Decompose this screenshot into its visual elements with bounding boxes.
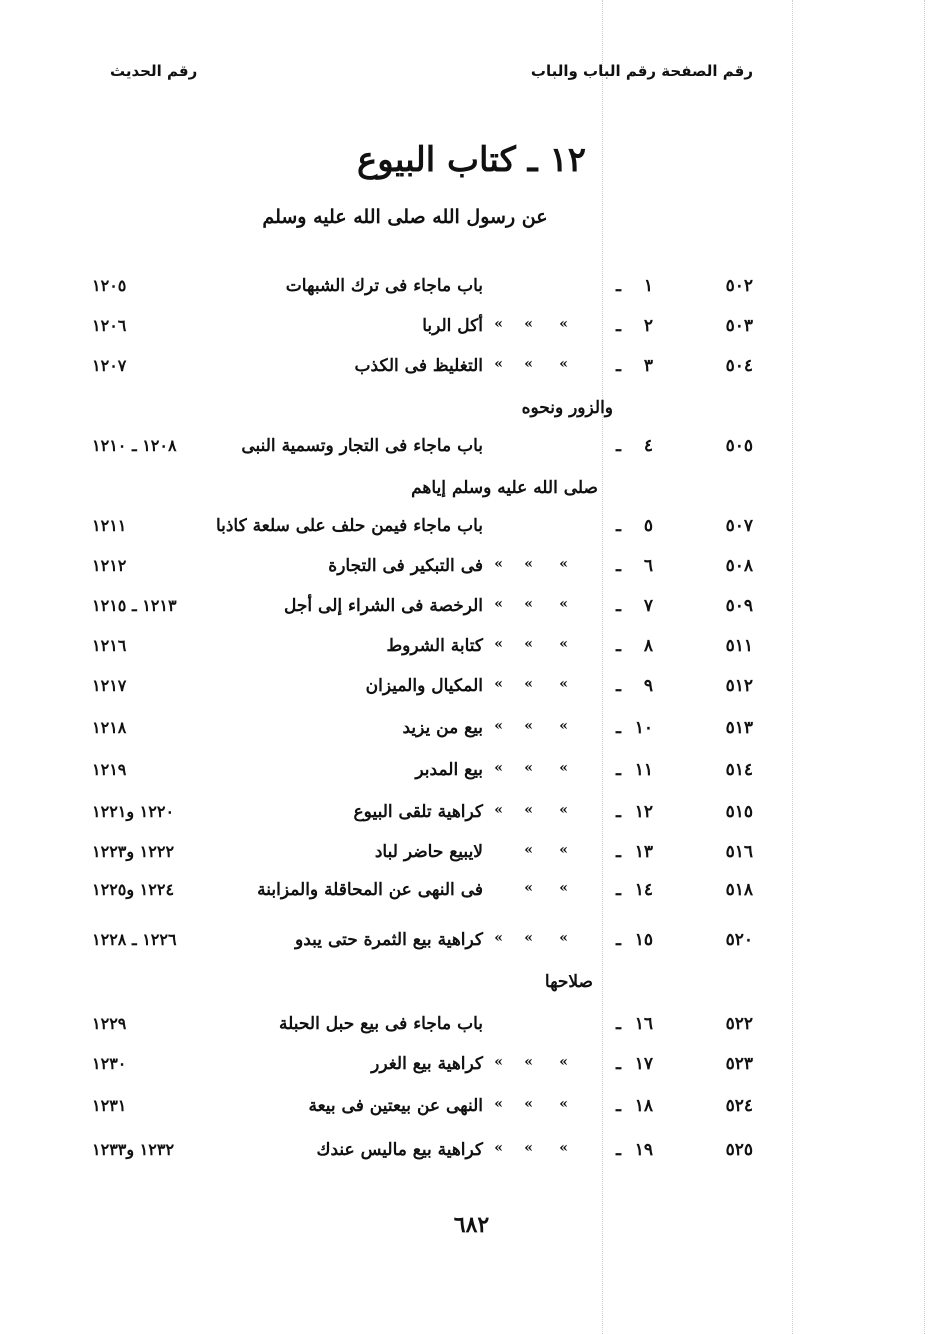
bab-number: ١٢ [634, 802, 653, 822]
ditto-mark: » [559, 842, 568, 858]
ditto-mark: » [524, 802, 533, 818]
bab-number: ٢ [643, 316, 653, 336]
bab-number: ١٣ [634, 842, 653, 862]
hadith-numbers: ١٢٠٧ [92, 356, 127, 375]
hadith-numbers: ١٢١٨ [92, 718, 127, 737]
page-ref: ٥٢٣ [725, 1054, 753, 1074]
table-row [0, 842, 943, 876]
bab-title: بيع من يزيد [402, 718, 483, 738]
dash: ـ [616, 1054, 621, 1074]
bab-number: ٧ [643, 596, 653, 616]
table-row [0, 1140, 943, 1174]
hadith-numbers: ١٢٢٠ و١٢٢١ [92, 802, 175, 821]
bab-title: لايبيع حاضر لباد [374, 842, 483, 862]
ditto-mark: » [524, 1096, 533, 1112]
page-ref: ٥١٤ [725, 760, 753, 780]
bab-number: ٩ [643, 676, 653, 696]
page-ref: ٥١١ [725, 636, 753, 656]
ditto-mark: » [524, 316, 533, 332]
table-row [0, 1014, 943, 1048]
bab-number: ٦ [643, 556, 653, 576]
page-number: ٦٨٢ [453, 1212, 490, 1238]
table-row [0, 760, 943, 794]
ditto-mark: » [494, 930, 503, 946]
ditto-mark: » [494, 802, 503, 818]
table-row [0, 930, 943, 964]
dash: ـ [616, 276, 621, 296]
ditto-mark: » [559, 316, 568, 332]
page-ref: ٥٠٤ [725, 356, 753, 376]
ditto-mark: » [559, 556, 568, 572]
ditto-mark: » [494, 1054, 503, 1070]
ditto-mark: » [524, 556, 533, 572]
dash: ـ [616, 596, 621, 616]
ditto-mark: » [559, 356, 568, 372]
ditto-mark: » [559, 1140, 568, 1156]
bab-title: فى التبكير فى التجارة [328, 556, 483, 576]
page-ref: ٥٢٤ [725, 1096, 753, 1116]
dash: ـ [616, 516, 621, 536]
dash: ـ [616, 930, 621, 950]
bab-title: كراهية بيع الغرر [371, 1054, 483, 1074]
bab-title: كتابة الشروط [386, 636, 483, 656]
page-ref: ٥١٥ [725, 802, 753, 822]
hadith-numbers: ١٢٢٢ و١٢٢٣ [92, 842, 175, 861]
hadith-numbers: ١٢١٧ [92, 676, 127, 695]
ditto-mark: » [494, 1096, 503, 1112]
bab-title: باب ماجاء فى التجار وتسمية النبى [241, 436, 483, 456]
ditto-mark: » [559, 718, 568, 734]
bab-number: ١٤ [634, 880, 653, 900]
page-ref: ٥١٢ [725, 676, 753, 696]
dash: ـ [616, 436, 621, 456]
ditto-mark: » [524, 760, 533, 776]
ditto-mark: » [494, 760, 503, 776]
ditto-mark: » [494, 1140, 503, 1156]
page-ref: ٥٢٠ [725, 930, 753, 950]
hadith-numbers: ١٢٠٥ [92, 276, 127, 295]
hadith-numbers: ١٢٢٦ ـ ١٢٢٨ [92, 930, 177, 949]
header-right: رقم الصفحة رقم الباب والباب [530, 62, 753, 80]
dash: ـ [616, 316, 621, 336]
bab-number: ١٠ [634, 718, 653, 738]
dash: ـ [616, 842, 621, 862]
ditto-mark: » [559, 760, 568, 776]
hadith-numbers: ١٢٣٠ [92, 1054, 127, 1073]
bab-title: المكيال والميزان [365, 676, 483, 696]
hadith-numbers: ١٢١٢ [92, 556, 127, 575]
bab-title: باب ماجاء فى ترك الشبهات [285, 276, 483, 296]
continuation-line: صلاحها [544, 972, 593, 992]
page-ref: ٥٠٨ [725, 556, 753, 576]
ditto-mark: » [494, 718, 503, 734]
hadith-numbers: ١٢٠٨ ـ ١٢١٠ [92, 436, 177, 455]
ditto-mark: » [524, 880, 533, 896]
continuation-line: صلى الله عليه وسلم إياهم [411, 478, 598, 498]
ditto-mark: » [494, 356, 503, 372]
bab-number: ١٦ [634, 1014, 653, 1034]
ditto-mark: » [524, 596, 533, 612]
ditto-mark: » [494, 676, 503, 692]
page-ref: ٥٢٢ [725, 1014, 753, 1034]
ditto-mark: » [494, 556, 503, 572]
page-ref: ٥٠٧ [725, 516, 753, 536]
dash: ـ [616, 760, 621, 780]
ditto-mark: » [559, 880, 568, 896]
bab-number: ٥ [643, 516, 653, 536]
ditto-mark: » [559, 1096, 568, 1112]
dash: ـ [616, 1140, 621, 1160]
table-row [0, 1096, 943, 1130]
ditto-mark: » [524, 1140, 533, 1156]
table-row [0, 636, 943, 670]
ditto-mark: » [559, 676, 568, 692]
table-row [0, 436, 943, 470]
bab-number: ١١ [634, 760, 653, 780]
page-ref: ٥١٦ [725, 842, 753, 862]
ditto-mark: » [559, 802, 568, 818]
hadith-numbers: ١٢٢٩ [92, 1014, 127, 1033]
table-row [0, 802, 943, 836]
bab-title: كراهية تلقى البيوع [353, 802, 483, 822]
dash: ـ [616, 676, 621, 696]
bab-title: كراهية بيع الثمرة حتى يبدو [295, 930, 483, 950]
bab-title: فى النهى عن المحاقلة والمزابنة [257, 880, 483, 900]
table-row [0, 596, 943, 630]
ditto-mark: » [524, 676, 533, 692]
ditto-mark: » [559, 636, 568, 652]
table-row [0, 1054, 943, 1088]
chapter-title: ١٢ ـ كتاب البيوع [357, 140, 586, 180]
ditto-mark: » [494, 596, 503, 612]
table-row [0, 316, 943, 350]
bab-title: النهى عن بيعتين فى بيعة [308, 1096, 483, 1116]
dash: ـ [616, 556, 621, 576]
dash: ـ [616, 718, 621, 738]
ditto-mark: » [494, 316, 503, 332]
hadith-numbers: ١٢١٣ ـ ١٢١٥ [92, 596, 177, 615]
page-ref: ٥١٨ [725, 880, 753, 900]
table-row [0, 880, 943, 914]
bab-number: ١٧ [634, 1054, 653, 1074]
dash: ـ [616, 636, 621, 656]
bab-number: ٨ [643, 636, 653, 656]
bab-title: كراهية بيع ماليس عندك [316, 1140, 483, 1160]
table-row [0, 556, 943, 590]
page-ref: ٥١٣ [725, 718, 753, 738]
ditto-mark: » [524, 930, 533, 946]
bab-number: ١٨ [634, 1096, 653, 1116]
page-ref: ٥٢٥ [725, 1140, 753, 1160]
page-ref: ٥٠٢ [725, 276, 753, 296]
ditto-mark: » [524, 636, 533, 652]
bab-number: ١ [643, 276, 653, 296]
chapter-subtitle: عن رسول الله صلى الله عليه وسلم [262, 206, 548, 228]
bab-title: باب ماجاء فيمن حلف على سلعة كاذبا [215, 516, 483, 536]
hadith-numbers: ١٢٣٢ و١٢٣٣ [92, 1140, 175, 1159]
ditto-mark: » [524, 842, 533, 858]
dash: ـ [616, 1014, 621, 1034]
bab-number: ١٩ [634, 1140, 653, 1160]
table-row [0, 676, 943, 710]
hadith-numbers: ١٢٣١ [92, 1096, 127, 1115]
page-ref: ٥٠٥ [725, 436, 753, 456]
table-row [0, 356, 943, 390]
hadith-numbers: ١٢٢٤ و١٢٢٥ [92, 880, 175, 899]
bab-title: الرخصة فى الشراء إلى أجل [284, 596, 483, 616]
bab-title: التغليظ فى الكذب [354, 356, 483, 376]
hadith-numbers: ١٢١١ [92, 516, 127, 535]
ditto-mark: » [559, 1054, 568, 1070]
ditto-mark: » [494, 636, 503, 652]
ditto-mark: » [524, 1054, 533, 1070]
table-row [0, 276, 943, 310]
continuation-line: والزور ونحوه [521, 398, 613, 418]
table-row [0, 718, 943, 752]
header-left: رقم الحديث [110, 62, 198, 80]
dash: ـ [616, 880, 621, 900]
bab-title: باب ماجاء فى بيع حبل الحبلة [279, 1014, 483, 1034]
dash: ـ [616, 1096, 621, 1116]
page-ref: ٥٠٣ [725, 316, 753, 336]
bab-number: ٤ [643, 436, 653, 456]
ditto-mark: » [524, 356, 533, 372]
bab-number: ٣ [643, 356, 653, 376]
hadith-numbers: ١٢١٦ [92, 636, 127, 655]
ditto-mark: » [559, 930, 568, 946]
bab-title: أكل الربا [422, 316, 483, 336]
bab-title: بيع المدبر [415, 760, 483, 780]
hadith-numbers: ١٢٠٦ [92, 316, 127, 335]
bab-number: ١٥ [634, 930, 653, 950]
ditto-mark: » [524, 718, 533, 734]
page-ref: ٥٠٩ [725, 596, 753, 616]
hadith-numbers: ١٢١٩ [92, 760, 127, 779]
table-row [0, 516, 943, 550]
ditto-mark: » [559, 596, 568, 612]
dash: ـ [616, 802, 621, 822]
dash: ـ [616, 356, 621, 376]
